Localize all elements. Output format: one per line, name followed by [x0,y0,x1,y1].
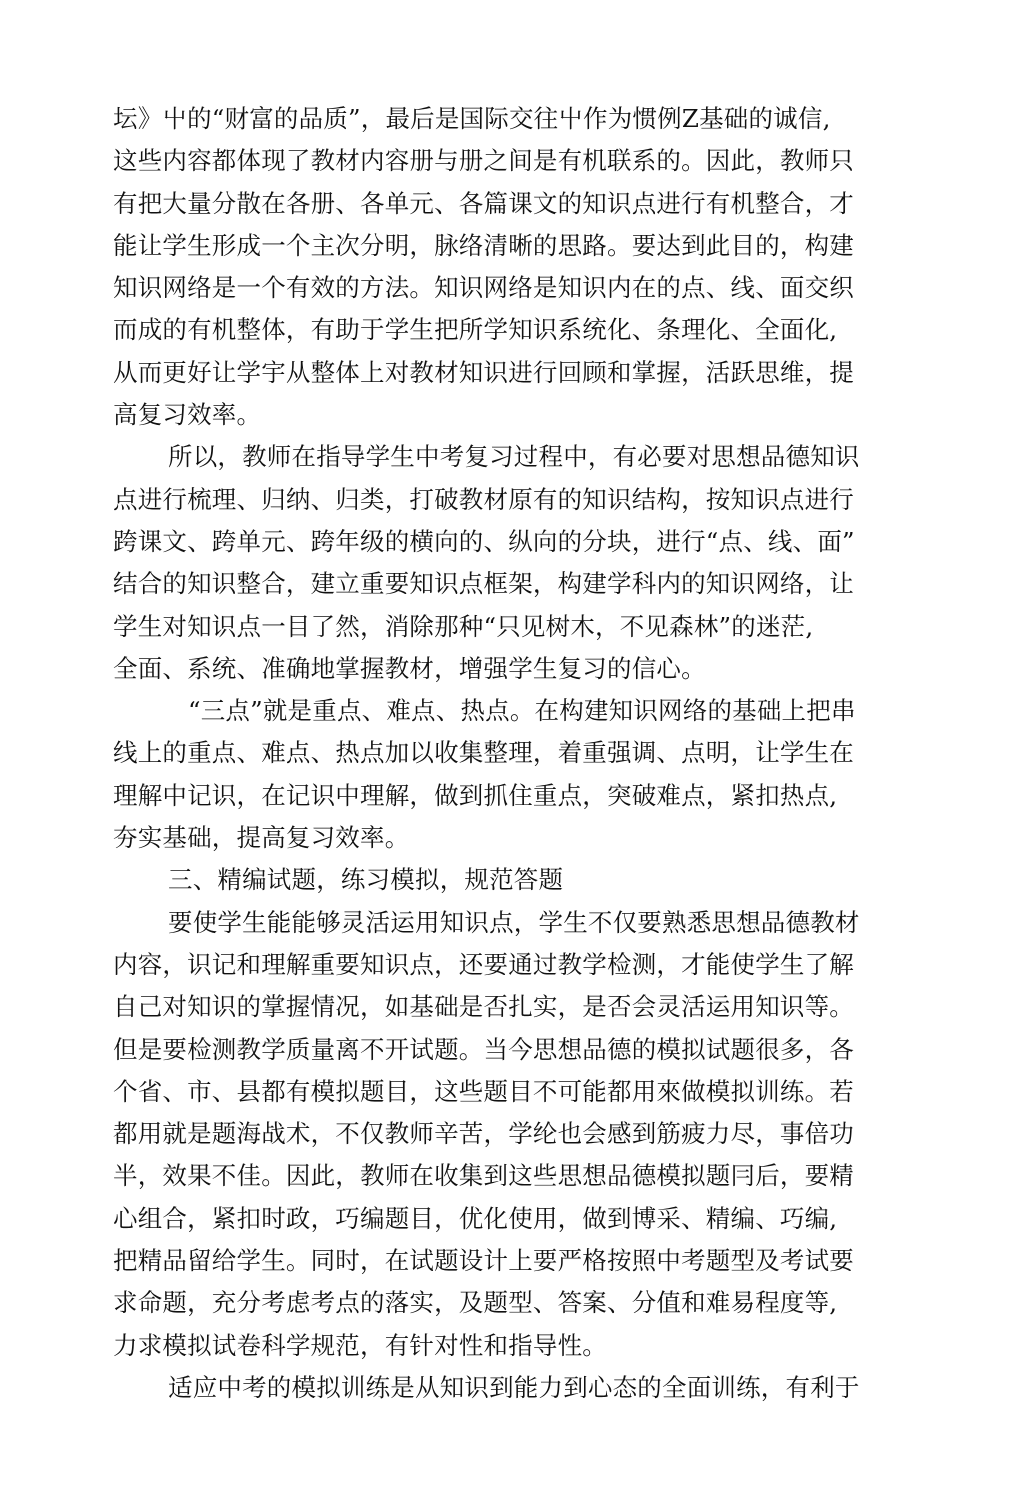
paragraph-start-line: “三点”就是重点、难点、热点。在构建知识网络的基础上把串 [188,696,856,726]
text-line: 力求模拟试卷科学规范，有针对性和指导性。 [113,1330,607,1360]
text-line: 内容，识记和理解重要知识点，还要通过教学检测，才能使学生了解 [113,949,854,979]
text-line: 求命题，充分考虑考点的落实，及题型、答案、分值和难易程度等, [113,1288,838,1318]
text-line: 能让学生形成一个主次分明，脉络清晰的思路。要达到此目的，构建 [113,230,854,260]
text-line: 全面、系统、准确地掌握教材，增强学生复习的信心。 [113,653,706,683]
text-line: 理解中记识，在记识中理解，做到抓住重点，突破难点，紧扣热点, [113,780,838,810]
text-line: 自己对知识的掌握情况，如基础是否扎实，是否会灵活运用知识等。 [113,992,854,1022]
section-heading: 三、精编试题，练习模拟，规范答题 [168,865,564,895]
paragraph-start-line: 要使学生能能够灵活运用知识点，学生不仅要熟悉思想品德教材 [168,907,860,937]
text-line: 有把大量分散在各册、各单元、各篇课文的知识点进行有机整合，才 [113,188,854,218]
text-line: 而成的有机整体，有助于学生把所学知识系统化、条理化、全面化, [113,315,838,345]
text-line: 半，效果不佳。因此，教师在收集到这些思想品德模拟题冃后，要精 [113,1161,854,1191]
text-line: 跨课文、跨单元、跨年级的横向的、纵向的分块，进行“点、线、面” [113,526,855,556]
text-line: 这些内容都体现了教材内容册与册之间是有机联系的。因此，教师只 [113,146,854,176]
text-line: 点进行梳理、归纳、归类，打破教材原有的知识结构，按知识点进行 [113,484,854,514]
text-line: 知识网络是一个有效的方法。知识网络是知识内在的点、线、面交织 [113,273,854,303]
text-line: 个省、市、县都有模拟题目，这些题目不可能都用來做模拟训练。若 [113,1076,854,1106]
text-line: 但是要检测教学质量离不开试题。当今思想品德的模拟试题很多，各 [113,1034,854,1064]
paragraph-start-line: 适应中考的模拟训练是从知识到能力到心态的全面训练，有利于 [168,1372,860,1402]
text-line: 夯实基础，提高复习效率。 [113,823,410,853]
text-line: 高复习效率。 [113,400,262,430]
document-body [113,98,883,1409]
text-line: 从而更好让学宇从整体上对教材知识进行回顾和掌握，活跃思维，提 [113,357,854,387]
text-line: 坛》屮的“财富的品质”，最后是国际交往屮作为惯例Z基础的诚信, [113,104,831,133]
text-line: 把精品留给学生。同时，在试题设计上要严格按照中考题型及考试要 [113,1246,854,1276]
text-line: 学生对知识点一目了然，消除那种“只见树木，不见森林”的迷茫, [113,611,814,641]
paragraph-start-line: 所以，教师在指导学生中考复习过程中，有必要对思想品德知识 [168,442,860,472]
text-line: 线上的重点、难点、热点加以收集整理，着重强调、点明，让学生在 [113,738,854,768]
text-line: 结合的知识整合，建立重要知识点框架，构建学科内的知识网络，让 [113,569,854,599]
text-line: 心组合，紧扣时政，巧编题目，优化使用，做到博采、精编、巧编, [113,1203,838,1233]
text-line: 都用就是题海战术，不仅教师辛苦，学纶也会感到筋疲力尽，事倍功 [113,1119,854,1149]
